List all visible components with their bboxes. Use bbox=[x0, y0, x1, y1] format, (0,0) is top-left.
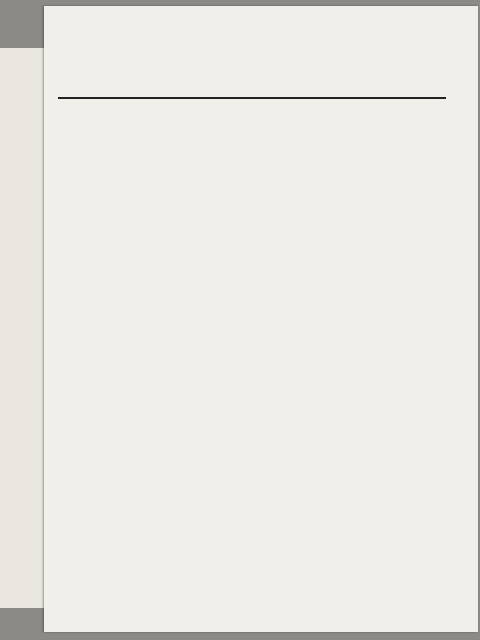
contents-page bbox=[44, 6, 478, 632]
header-rule bbox=[58, 97, 446, 99]
page-header bbox=[58, 86, 446, 102]
previous-page-edge bbox=[0, 48, 49, 608]
